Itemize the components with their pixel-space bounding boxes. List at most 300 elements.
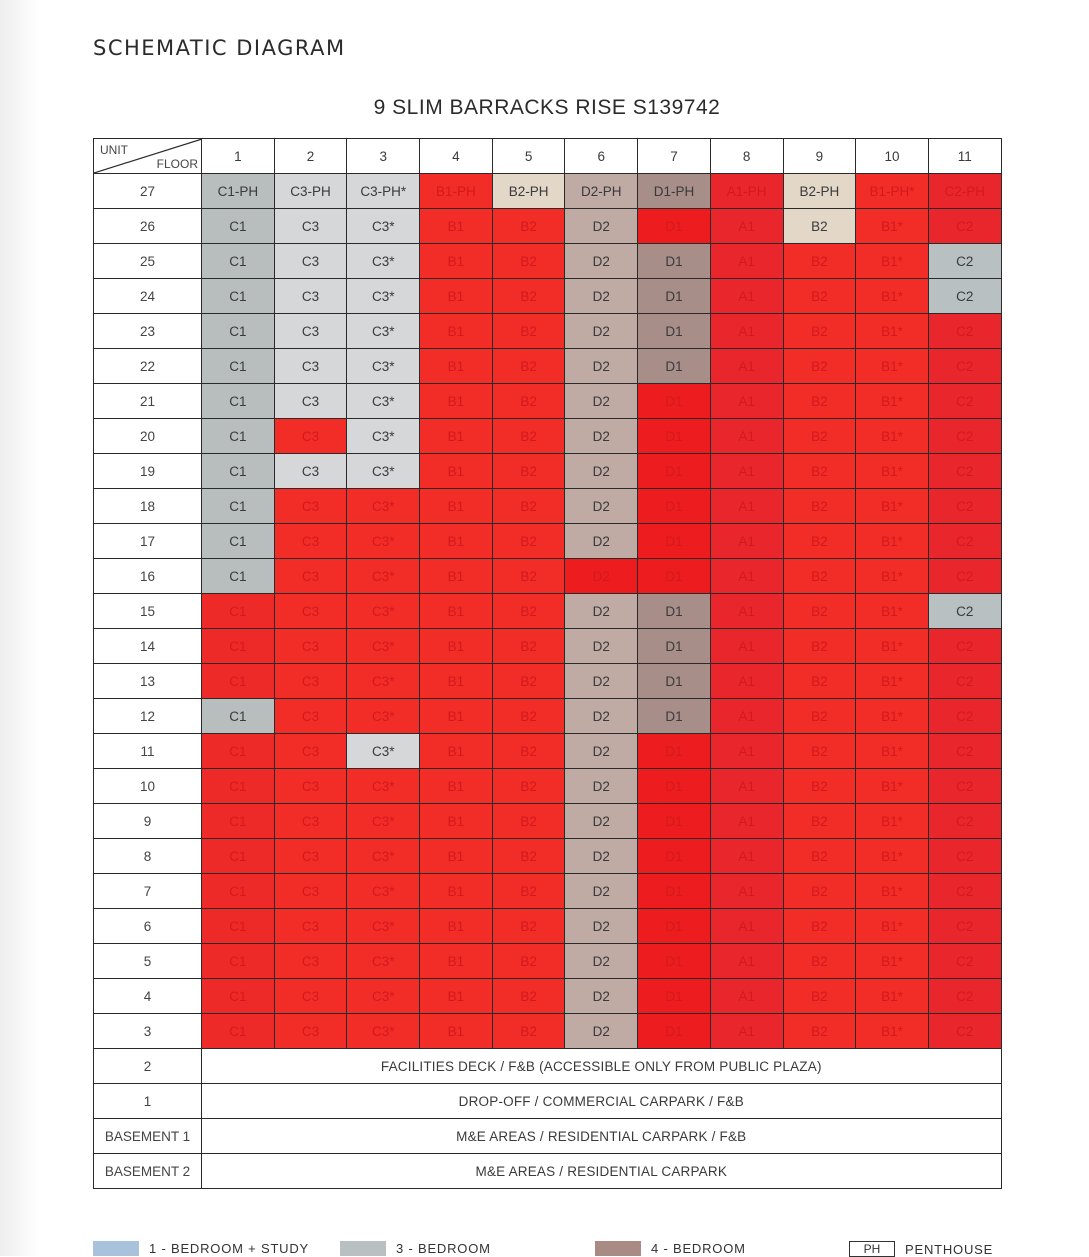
unit-cell-available: D2 <box>565 349 638 384</box>
floor-label: 16 <box>94 559 202 594</box>
unit-cell-sold: C3* <box>347 769 420 804</box>
unit-cell-sold: B2 <box>783 909 856 944</box>
unit-cell-sold: D1 <box>638 1014 711 1049</box>
unit-cell-sold: C1 <box>202 594 275 629</box>
unit-cell-sold: B1* <box>856 384 929 419</box>
floor-label: BASEMENT 2 <box>94 1154 202 1189</box>
unit-cell-available: C3 <box>274 454 347 489</box>
unit-cell-sold: B1 <box>420 349 493 384</box>
floor-row <box>94 944 1002 979</box>
unit-cell-sold: B2 <box>783 244 856 279</box>
floor-label: 17 <box>94 524 202 559</box>
legend-swatch-3bed <box>340 1241 386 1256</box>
unit-cell-available: D1-PH <box>638 174 711 209</box>
unit-cell-sold: B1* <box>856 699 929 734</box>
unit-cell-sold: B1* <box>856 944 929 979</box>
floor-label: 18 <box>94 489 202 524</box>
unit-cell-available: C3 <box>274 209 347 244</box>
unit-cell-available: D1 <box>638 244 711 279</box>
unit-cell-sold: A1 <box>710 804 783 839</box>
unit-cell-sold: B2 <box>783 1014 856 1049</box>
unit-cell-sold: B1* <box>856 909 929 944</box>
unit-cell-available: D2 <box>565 909 638 944</box>
unit-cell-sold: B2 <box>492 314 565 349</box>
unit-cell-sold: C2 <box>928 419 1001 454</box>
unit-cell-available: D2 <box>565 629 638 664</box>
unit-cell-available: C3-PH* <box>347 174 420 209</box>
unit-cell-sold: C3* <box>347 699 420 734</box>
unit-cell-sold: C3 <box>274 489 347 524</box>
level-description: FACILITIES DECK / F&B (ACCESSIBLE ONLY FROM PUBLIC PLAZA) <box>202 1049 1002 1084</box>
unit-cell-sold: B2 <box>492 734 565 769</box>
unit-cell-sold: A1 <box>710 279 783 314</box>
unit-cell-sold: A1 <box>710 559 783 594</box>
unit-cell-sold: C2 <box>928 314 1001 349</box>
unit-cell-sold: B2 <box>492 454 565 489</box>
legend-label: PENTHOUSE <box>905 1241 994 1257</box>
unit-cell-sold: C1 <box>202 769 275 804</box>
unit-cell-available: C3* <box>347 244 420 279</box>
unit-cell-sold: B2 <box>492 489 565 524</box>
unit-cell-sold: C1 <box>202 874 275 909</box>
unit-cell-sold: B1* <box>856 1014 929 1049</box>
unit-cell-sold: B2 <box>492 244 565 279</box>
unit-cell-sold: C3* <box>347 839 420 874</box>
unit-cell-sold: C3* <box>347 629 420 664</box>
unit-cell-sold: C2 <box>928 979 1001 1014</box>
unit-cell-sold: A1 <box>710 594 783 629</box>
unit-cell-available: C3* <box>347 734 420 769</box>
unit-cell-sold: B1 <box>420 734 493 769</box>
floor-row <box>94 209 1002 244</box>
corner-unit-label: UNIT <box>100 143 128 157</box>
unit-cell-sold: C2 <box>928 1014 1001 1049</box>
unit-header: 5 <box>492 139 565 174</box>
floor-row <box>94 559 1002 594</box>
floor-label: 9 <box>94 804 202 839</box>
unit-cell-sold: B1 <box>420 279 493 314</box>
unit-cell-available: D1 <box>638 664 711 699</box>
unit-header: 9 <box>783 139 856 174</box>
unit-cell-available: D2-PH <box>565 174 638 209</box>
floor-label: 11 <box>94 734 202 769</box>
unit-cell-sold: A1 <box>710 384 783 419</box>
unit-cell-sold: D1 <box>638 384 711 419</box>
unit-cell-sold: C3 <box>274 874 347 909</box>
level-description: M&E AREAS / RESIDENTIAL CARPARK <box>202 1154 1002 1189</box>
unit-cell-sold: B2 <box>783 489 856 524</box>
legend-item-3bed <box>340 1241 491 1256</box>
unit-cell-available: D2 <box>565 839 638 874</box>
unit-header: 1 <box>202 139 275 174</box>
unit-cell-available: C3 <box>274 384 347 419</box>
unit-cell-sold: A1 <box>710 664 783 699</box>
floor-label: 5 <box>94 944 202 979</box>
unit-cell-sold: D1 <box>638 769 711 804</box>
unit-cell-sold: C1 <box>202 909 275 944</box>
unit-cell-sold: C3* <box>347 909 420 944</box>
unit-cell-sold: C1 <box>202 839 275 874</box>
unit-cell-sold: C1 <box>202 979 275 1014</box>
legend-label: 4 - BEDROOM <box>651 1241 746 1256</box>
floor-row <box>94 664 1002 699</box>
unit-cell-available: B2 <box>783 209 856 244</box>
unit-cell-sold: B2 <box>783 594 856 629</box>
level-description: M&E AREAS / RESIDENTIAL CARPARK / F&B <box>202 1119 1002 1154</box>
unit-cell-sold: B1 <box>420 244 493 279</box>
unit-cell-sold: D1 <box>638 209 711 244</box>
unit-cell-available: C2 <box>928 279 1001 314</box>
unit-cell-sold: D1 <box>638 524 711 559</box>
unit-cell-sold: B2 <box>492 1014 565 1049</box>
unit-cell-sold: B1* <box>856 629 929 664</box>
unit-cell-sold: B1 <box>420 384 493 419</box>
lower-level-row <box>94 1049 1002 1084</box>
unit-cell-sold: C2 <box>928 664 1001 699</box>
floor-row <box>94 419 1002 454</box>
unit-cell-sold: B1 <box>420 804 493 839</box>
unit-cell-sold: D1 <box>638 944 711 979</box>
floor-label: 4 <box>94 979 202 1014</box>
penthouse-box-icon: PH <box>849 1241 895 1257</box>
unit-cell-sold: C3 <box>274 419 347 454</box>
floor-row <box>94 629 1002 664</box>
floor-row <box>94 279 1002 314</box>
unit-cell-available: C3 <box>274 244 347 279</box>
floor-label: 19 <box>94 454 202 489</box>
unit-cell-sold: C2 <box>928 384 1001 419</box>
unit-cell-sold: A1 <box>710 489 783 524</box>
unit-cell-sold: C2 <box>928 699 1001 734</box>
unit-cell-sold: C3 <box>274 979 347 1014</box>
unit-cell-sold: A1 <box>710 909 783 944</box>
unit-cell-sold: B1* <box>856 839 929 874</box>
unit-cell-available: D2 <box>565 384 638 419</box>
unit-cell-available: C1 <box>202 524 275 559</box>
floor-row <box>94 909 1002 944</box>
unit-cell-sold: B1 <box>420 769 493 804</box>
unit-cell-available: D2 <box>565 804 638 839</box>
unit-cell-available: D2 <box>565 419 638 454</box>
floor-label: 3 <box>94 1014 202 1049</box>
unit-cell-sold: B1* <box>856 594 929 629</box>
floor-label: 26 <box>94 209 202 244</box>
unit-cell-sold: C2 <box>928 349 1001 384</box>
unit-cell-available: C1 <box>202 384 275 419</box>
unit-cell-sold: B1 <box>420 1014 493 1049</box>
unit-cell-sold: B1* <box>856 244 929 279</box>
unit-header: 4 <box>420 139 493 174</box>
unit-cell-sold: B1* <box>856 314 929 349</box>
unit-cell-sold: C3* <box>347 804 420 839</box>
unit-header: 11 <box>928 139 1001 174</box>
unit-cell-sold: C3 <box>274 594 347 629</box>
unit-cell-sold: C2-PH <box>928 174 1001 209</box>
unit-cell-available: D1 <box>638 594 711 629</box>
unit-cell-sold: B2 <box>783 419 856 454</box>
floor-label: 12 <box>94 699 202 734</box>
unit-cell-sold: C3* <box>347 944 420 979</box>
floor-label: 20 <box>94 419 202 454</box>
unit-cell-sold: C1 <box>202 804 275 839</box>
unit-cell-sold: D1 <box>638 839 711 874</box>
unit-cell-available: C1-PH <box>202 174 275 209</box>
unit-cell-sold: B2 <box>783 629 856 664</box>
unit-cell-sold: B1* <box>856 874 929 909</box>
unit-cell-sold: D2 <box>565 559 638 594</box>
unit-cell-sold: B1* <box>856 734 929 769</box>
unit-cell-sold: B1* <box>856 279 929 314</box>
floor-label: 7 <box>94 874 202 909</box>
unit-cell-sold: B1 <box>420 909 493 944</box>
unit-cell-available: D2 <box>565 664 638 699</box>
unit-cell-available: C1 <box>202 314 275 349</box>
unit-cell-available: D2 <box>565 489 638 524</box>
unit-cell-sold: C2 <box>928 209 1001 244</box>
unit-cell-available: D2 <box>565 314 638 349</box>
unit-cell-sold: B2 <box>492 874 565 909</box>
unit-cell-sold: C2 <box>928 629 1001 664</box>
unit-cell-sold: B2 <box>783 874 856 909</box>
floor-label: 8 <box>94 839 202 874</box>
unit-cell-sold: C3 <box>274 699 347 734</box>
unit-cell-sold: A1 <box>710 839 783 874</box>
unit-cell-sold: B1* <box>856 349 929 384</box>
legend-item-4bed <box>595 1241 746 1256</box>
unit-cell-sold: B1 <box>420 664 493 699</box>
unit-cell-available: C2 <box>928 244 1001 279</box>
unit-cell-sold: C3 <box>274 1014 347 1049</box>
unit-cell-sold: B2 <box>783 384 856 419</box>
unit-cell-sold: C3 <box>274 664 347 699</box>
unit-cell-sold: A1 <box>710 979 783 1014</box>
unit-cell-sold: B1 <box>420 629 493 664</box>
floor-label: 14 <box>94 629 202 664</box>
unit-cell-sold: C3 <box>274 769 347 804</box>
unit-cell-sold: B1 <box>420 874 493 909</box>
unit-cell-available: C1 <box>202 559 275 594</box>
unit-cell-sold: A1 <box>710 874 783 909</box>
unit-cell-sold: C2 <box>928 454 1001 489</box>
unit-cell-sold: B2 <box>783 769 856 804</box>
unit-cell-sold: B2 <box>783 979 856 1014</box>
unit-cell-sold: C3 <box>274 734 347 769</box>
unit-cell-sold: A1 <box>710 244 783 279</box>
page-edge-shadow <box>0 0 40 1256</box>
header-row <box>94 139 1002 174</box>
unit-cell-sold: C3* <box>347 594 420 629</box>
unit-cell-sold: D1 <box>638 874 711 909</box>
floor-label: 10 <box>94 769 202 804</box>
floor-label: 6 <box>94 909 202 944</box>
unit-header: 7 <box>638 139 711 174</box>
floor-row <box>94 804 1002 839</box>
unit-cell-sold: A1 <box>710 349 783 384</box>
unit-cell-sold: B2 <box>492 699 565 734</box>
unit-cell-sold: C3* <box>347 559 420 594</box>
unit-cell-available: C3 <box>274 279 347 314</box>
floor-row <box>94 244 1002 279</box>
lower-level-row <box>94 1084 1002 1119</box>
unit-cell-sold: B2 <box>492 804 565 839</box>
unit-cell-sold: C3* <box>347 524 420 559</box>
unit-cell-available: D2 <box>565 699 638 734</box>
unit-cell-sold: C2 <box>928 874 1001 909</box>
unit-cell-sold: C2 <box>928 769 1001 804</box>
unit-cell-available: D2 <box>565 244 638 279</box>
legend <box>0 1241 1089 1256</box>
unit-cell-sold: C3* <box>347 1014 420 1049</box>
unit-cell-available: D2 <box>565 769 638 804</box>
unit-cell-sold: A1 <box>710 419 783 454</box>
unit-cell-sold: B1* <box>856 524 929 559</box>
unit-cell-sold: C3* <box>347 979 420 1014</box>
unit-cell-sold: B1 <box>420 524 493 559</box>
unit-cell-available: C3* <box>347 349 420 384</box>
unit-cell-available: C3* <box>347 209 420 244</box>
unit-cell-sold: B2 <box>783 314 856 349</box>
unit-cell-sold: C2 <box>928 524 1001 559</box>
unit-cell-sold: D1 <box>638 489 711 524</box>
floor-row <box>94 1014 1002 1049</box>
unit-cell-available: C3* <box>347 419 420 454</box>
unit-cell-available: D1 <box>638 699 711 734</box>
unit-cell-sold: B1 <box>420 209 493 244</box>
unit-cell-available: D2 <box>565 279 638 314</box>
unit-cell-sold: B2 <box>783 804 856 839</box>
unit-cell-sold: B1* <box>856 559 929 594</box>
unit-cell-sold: B2 <box>783 559 856 594</box>
floor-label: 23 <box>94 314 202 349</box>
floor-row <box>94 839 1002 874</box>
unit-cell-sold: C3 <box>274 629 347 664</box>
unit-cell-sold: A1 <box>710 209 783 244</box>
page-title: SCHEMATIC DIAGRAM <box>93 36 346 60</box>
unit-cell-available: C1 <box>202 279 275 314</box>
floor-label: 22 <box>94 349 202 384</box>
unit-cell-sold: B2 <box>783 734 856 769</box>
unit-cell-available: C3 <box>274 349 347 384</box>
unit-cell-sold: C1 <box>202 944 275 979</box>
unit-cell-sold: B1* <box>856 419 929 454</box>
floor-label: 21 <box>94 384 202 419</box>
unit-cell-available: D1 <box>638 279 711 314</box>
legend-label: 3 - BEDROOM <box>396 1241 491 1256</box>
unit-cell-sold: B2 <box>492 209 565 244</box>
unit-cell-sold: D1 <box>638 804 711 839</box>
unit-availability-grid <box>93 138 1002 1189</box>
unit-cell-sold: A1 <box>710 699 783 734</box>
unit-cell-sold: A1 <box>710 769 783 804</box>
floor-row <box>94 524 1002 559</box>
unit-cell-sold: A1 <box>710 629 783 664</box>
unit-cell-sold: D1 <box>638 979 711 1014</box>
unit-cell-sold: B1 <box>420 454 493 489</box>
unit-cell-sold: B2 <box>783 664 856 699</box>
unit-cell-sold: C2 <box>928 804 1001 839</box>
unit-cell-sold: B2 <box>783 839 856 874</box>
unit-cell-available: C1 <box>202 209 275 244</box>
unit-cell-sold: B2 <box>783 279 856 314</box>
unit-cell-available: C3* <box>347 279 420 314</box>
unit-cell-sold: A1 <box>710 734 783 769</box>
unit-header: 3 <box>347 139 420 174</box>
unit-cell-sold: B2 <box>492 629 565 664</box>
unit-cell-sold: A1 <box>710 944 783 979</box>
floor-row <box>94 349 1002 384</box>
unit-cell-available: C1 <box>202 244 275 279</box>
unit-cell-sold: C2 <box>928 489 1001 524</box>
unit-cell-sold: C1 <box>202 629 275 664</box>
unit-cell-sold: D1 <box>638 419 711 454</box>
legend-item-penthouse <box>849 1241 993 1257</box>
unit-cell-available: D2 <box>565 594 638 629</box>
unit-cell-sold: C2 <box>928 734 1001 769</box>
floor-label: 1 <box>94 1084 202 1119</box>
unit-cell-sold: B2 <box>492 349 565 384</box>
unit-floor-corner <box>94 139 202 174</box>
unit-cell-sold: B2 <box>783 524 856 559</box>
unit-cell-sold: C1 <box>202 734 275 769</box>
floor-label: 2 <box>94 1049 202 1084</box>
unit-cell-sold: B1* <box>856 664 929 699</box>
unit-cell-sold: A1 <box>710 524 783 559</box>
unit-cell-sold: D1 <box>638 559 711 594</box>
floor-row <box>94 769 1002 804</box>
unit-cell-sold: C3 <box>274 559 347 594</box>
unit-cell-sold: A1 <box>710 1014 783 1049</box>
unit-cell-sold: B1 <box>420 489 493 524</box>
unit-cell-sold: B2 <box>492 769 565 804</box>
unit-header: 6 <box>565 139 638 174</box>
project-address: 9 SLIM BARRACKS RISE S139742 <box>373 96 721 119</box>
unit-cell-sold: D1 <box>638 734 711 769</box>
unit-cell-sold: B1 <box>420 594 493 629</box>
legend-item-1bed-study <box>93 1241 309 1256</box>
unit-cell-sold: B2 <box>492 944 565 979</box>
unit-cell-sold: B1-PH <box>420 174 493 209</box>
lower-level-row <box>94 1119 1002 1154</box>
floor-row <box>94 489 1002 524</box>
unit-cell-sold: B1* <box>856 489 929 524</box>
lower-level-row <box>94 1154 1002 1189</box>
unit-cell-available: C2 <box>928 594 1001 629</box>
unit-cell-sold: B1 <box>420 944 493 979</box>
unit-cell-sold: B2 <box>783 944 856 979</box>
unit-cell-available: D2 <box>565 1014 638 1049</box>
unit-cell-available: C3 <box>274 314 347 349</box>
unit-cell-sold: C1 <box>202 1014 275 1049</box>
unit-cell-sold: B2 <box>492 279 565 314</box>
unit-cell-sold: B2 <box>492 664 565 699</box>
unit-cell-available: C3* <box>347 314 420 349</box>
unit-cell-sold: B1* <box>856 769 929 804</box>
floor-label: 13 <box>94 664 202 699</box>
unit-cell-sold: B2 <box>492 419 565 454</box>
unit-header: 10 <box>856 139 929 174</box>
floor-label: 27 <box>94 174 202 209</box>
floor-row <box>94 174 1002 209</box>
legend-swatch-1bed-study <box>93 1241 139 1256</box>
unit-cell-available: D1 <box>638 349 711 384</box>
unit-cell-available: D2 <box>565 734 638 769</box>
unit-cell-available: B2-PH <box>492 174 565 209</box>
level-description: DROP-OFF / COMMERCIAL CARPARK / F&B <box>202 1084 1002 1119</box>
unit-cell-sold: B1 <box>420 699 493 734</box>
unit-cell-available: D2 <box>565 979 638 1014</box>
unit-cell-sold: C3 <box>274 804 347 839</box>
corner-floor-label: FLOOR <box>156 157 198 171</box>
